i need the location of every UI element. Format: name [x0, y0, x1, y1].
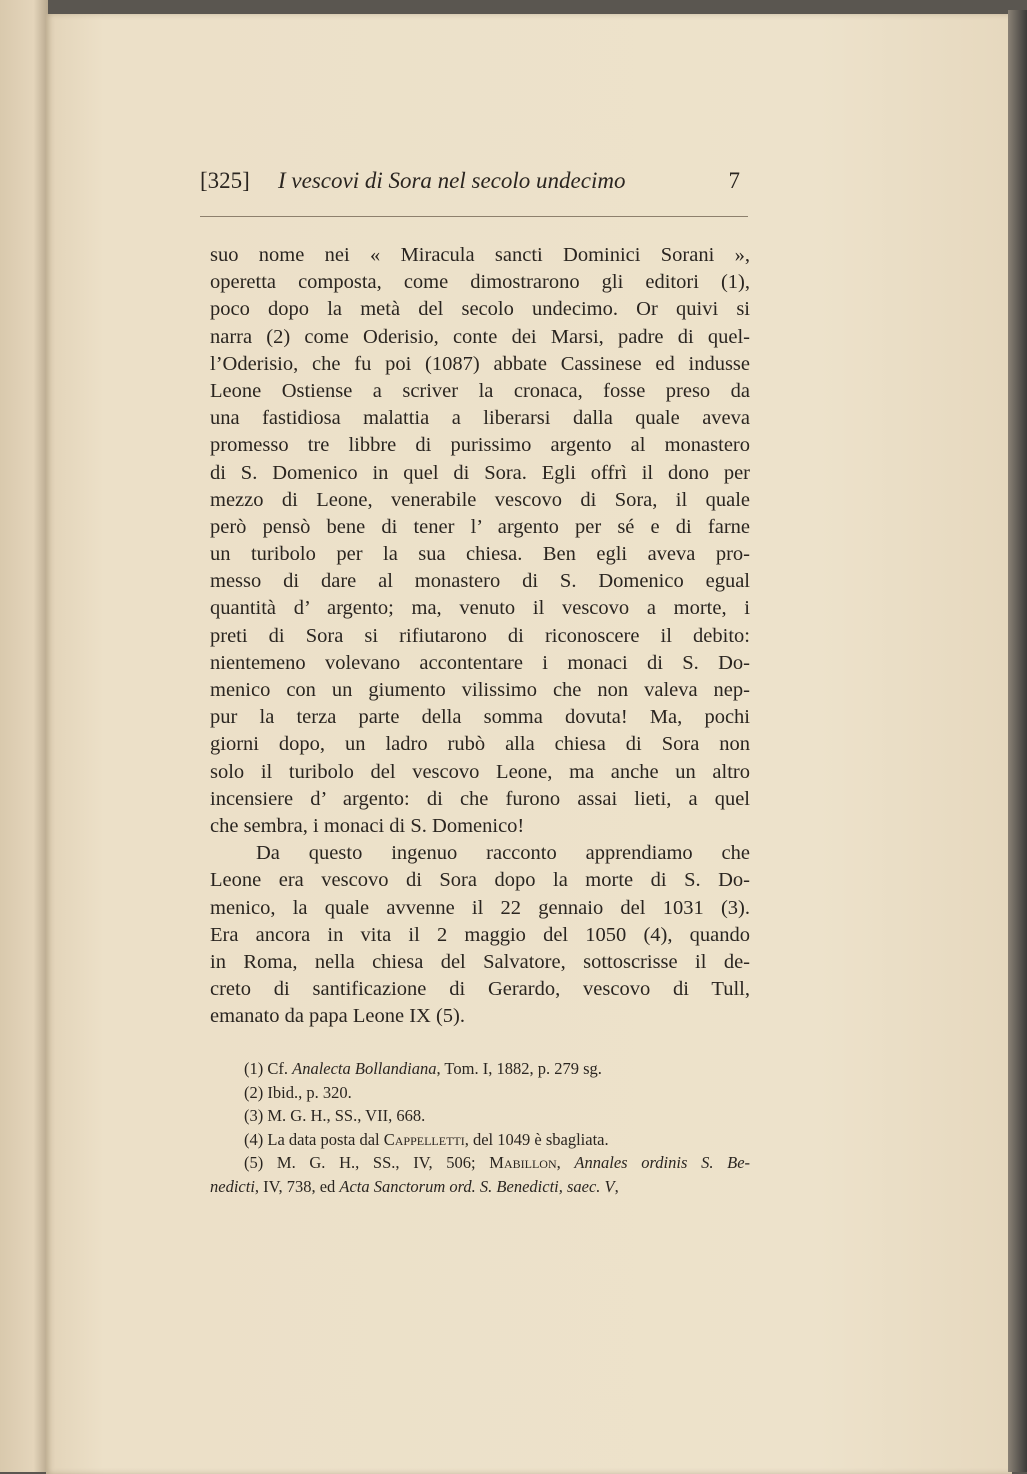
text-line: menico con un giumento vilissimo che non valeva nep-: [210, 679, 750, 701]
footnote-segment: (4) La data posta dal: [244, 1129, 384, 1149]
text-line: un turibolo per la sua chiesa. Ben egli aveva pro-: [210, 543, 750, 566]
text-line: messo di dare al monastero di S. Domenico egual: [210, 570, 750, 593]
footnotes: [210, 1057, 750, 1198]
footnote-line: [210, 1128, 750, 1152]
text-line: preti di Sora si rifiutarono di riconoscere il debito:: [210, 624, 750, 647]
text-line: solo il turibolo del vescovo Leone, ma anche un altro: [210, 760, 750, 783]
footnote-segment: nedicti: [210, 1176, 255, 1196]
text-line: quantità d’ argento; ma, venuto il vescovo a morte, i: [210, 597, 750, 620]
footnote-segment: , IV, 738, ed: [254, 1176, 340, 1196]
footnote-line: [210, 1057, 750, 1081]
footnote-segment: ,: [614, 1176, 619, 1196]
text-line: che sembra, i monaci di S. Domenico!: [210, 814, 525, 837]
facing-page-edge: [0, 0, 48, 1472]
footnote-line: [210, 1081, 750, 1105]
running-header: [200, 168, 748, 202]
text-line: emanato da papa Leone IX (5).: [210, 1005, 465, 1028]
header-title: I vescovi di Sora nel secolo undecimo: [278, 168, 626, 193]
footnote-segment: Acta Sanctorum ord. S. Benedicti, saec. V: [339, 1176, 615, 1196]
footnote-segment: ,: [556, 1153, 575, 1172]
text-line: una fastidiosa malattia a liberarsi dalla quale aveva: [210, 407, 750, 430]
footnote-segment: (1) Cf.: [244, 1059, 293, 1078]
text-line: Leone era vescovo di Sora dopo la morte di S. Do-: [210, 869, 750, 892]
footnote-segment: Analecta Bollandiana: [292, 1059, 437, 1078]
text-line: Da questo ingenuo racconto apprendiamo che: [256, 842, 750, 865]
text-line: operetta composta, come dimostrarono gli editori (1),: [210, 271, 750, 294]
footnote-segment: , del 1049 è sbagliata.: [464, 1129, 609, 1149]
text-line: l’Oderisio, che fu poi (1087) abbate Cassinese ed indusse: [210, 352, 750, 375]
footnote-segment: Annales ordinis S. Be-: [574, 1153, 751, 1172]
footnote-line: [210, 1175, 750, 1199]
text-line: menico, la quale avvenne il 22 gennaio del 1031 (3).: [210, 896, 750, 919]
page-number: 7: [728, 168, 740, 193]
footnote-line: [210, 1104, 750, 1128]
text-line: nientemeno volevano accontentare i monaci di S. Do-: [210, 651, 750, 674]
text-line: in Roma, nella chiesa del Salvatore, sottoscrisse il de-: [210, 950, 750, 973]
text-line: suo nome nei « Miracula sancti Dominici Sorani »,: [210, 244, 750, 266]
body-text: [210, 242, 750, 1030]
footnote-segment: Cappelletti: [383, 1129, 465, 1149]
text-line: Leone Ostiense a scriver la cronaca, fosse preso da: [210, 379, 750, 402]
text-line: di S. Domenico in quel di Sora. Egli offrì il dono per: [210, 461, 750, 484]
footnote-segment: Mabillon: [489, 1153, 557, 1172]
text-line: narra (2) come Oderisio, conte dei Marsi, padre di quel-: [210, 325, 750, 348]
text-line: mezzo di Leone, venerabile vescovo di Sora, il quale: [210, 488, 750, 511]
header-page-ref: [325]: [200, 168, 250, 193]
header-rule: [200, 216, 748, 217]
text-line: incensiere d’ argento: di che furono assai lieti, a quel: [210, 787, 750, 810]
text-line: però pensò bene di tener l’ argento per sé e di farne: [210, 515, 750, 538]
footnote-segment: (2) Ibid., p. 320.: [244, 1082, 352, 1102]
page-edge-shadow: [1008, 10, 1027, 1472]
text-line: promesso tre libbre di purissimo argento al monastero: [210, 434, 750, 457]
text-line: poco dopo la metà del secolo undecimo. Or quivi si: [210, 298, 750, 321]
text-line: giorni dopo, un ladro rubò alla chiesa di Sora non: [210, 733, 750, 756]
footnote-segment: (5) M. G. H., SS., IV, 506;: [244, 1153, 490, 1172]
footnote-segment: (3) M. G. H., SS., VII, 668.: [244, 1106, 426, 1125]
footnote-segment: , Tom. I, 1882, p. 279 sg.: [436, 1059, 602, 1078]
footnote-line: [210, 1151, 750, 1175]
text-line: pur la terza parte della somma dovuta! Ma, pochi: [210, 706, 750, 729]
text-line: Era ancora in vita il 2 maggio del 1050 (4), quando: [210, 923, 750, 946]
text-line: creto di santificazione di Gerardo, vescovo di Tull,: [210, 978, 750, 1001]
